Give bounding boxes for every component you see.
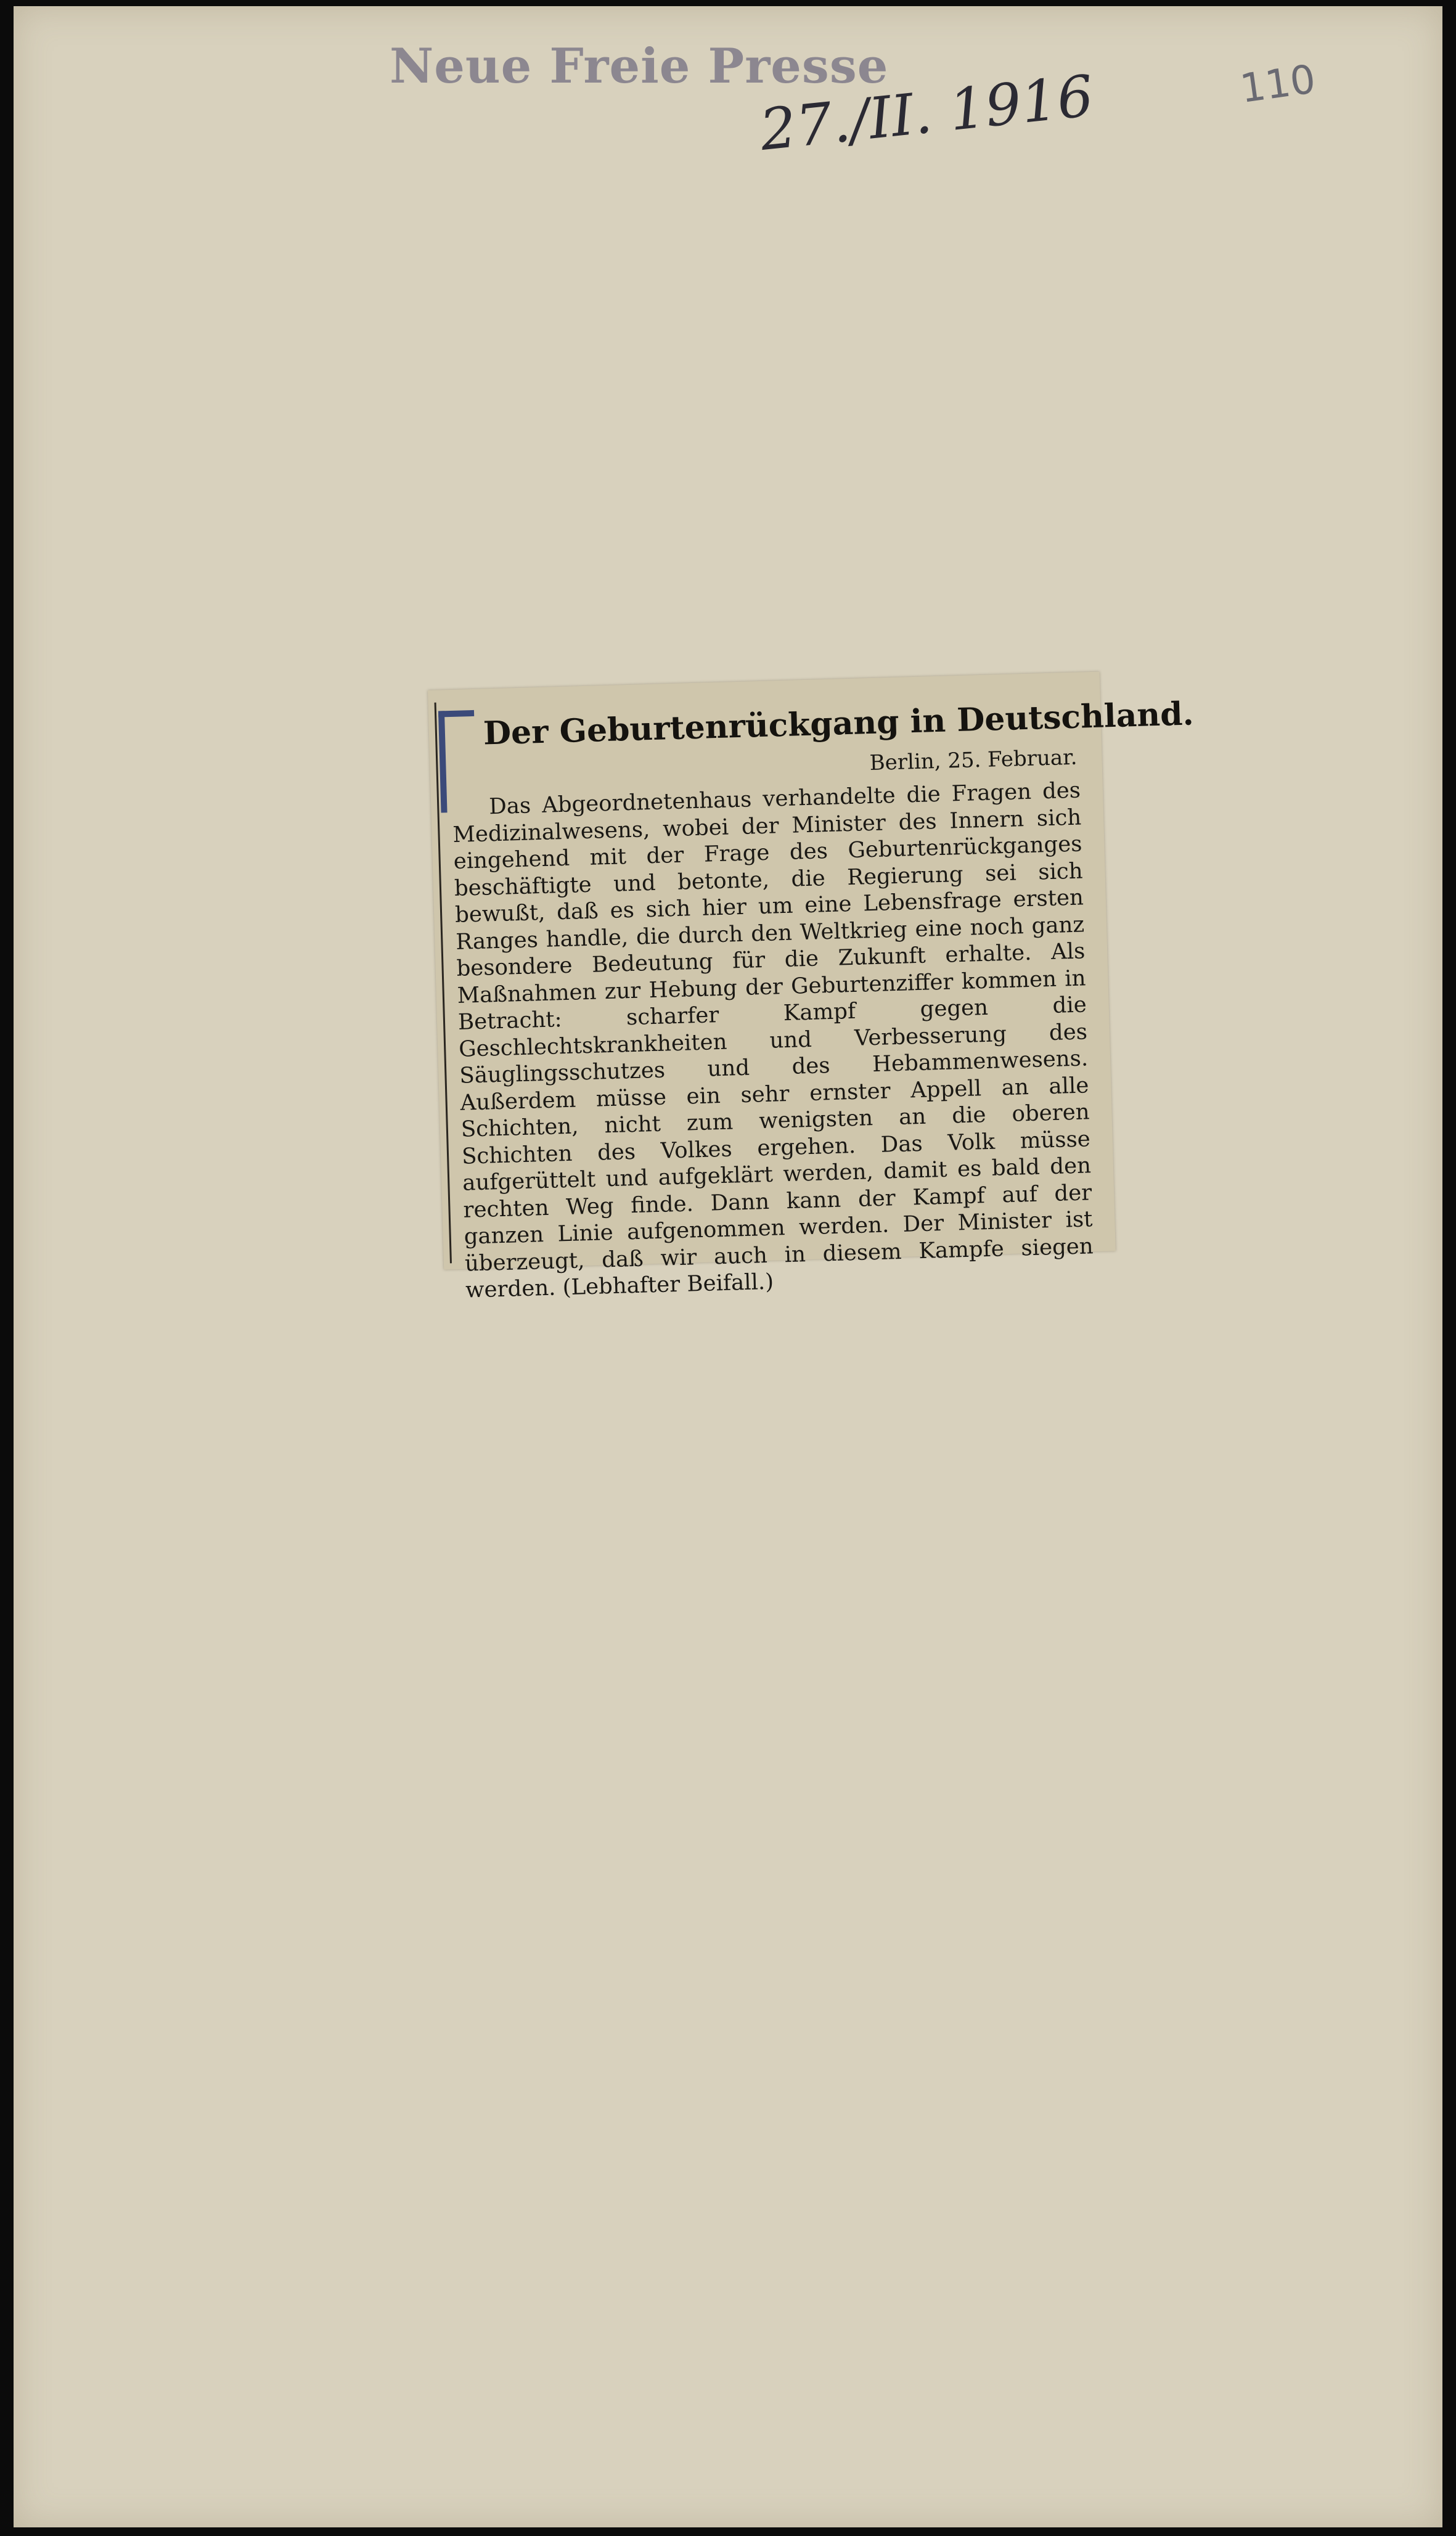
clipping-headline: Der Geburtenrückgang in Deutschland.	[483, 695, 1195, 753]
clipping-body-text: Das Abgeordnetenhaus verhandelte die Fragen des Medizinalwesens, wobei der Minister des Innern sich eingehend mit der Frage des Geburtenrückganges beschäftigte und betonte, die Regierung sei sich bewußt, daß es sich hier um eine Lebensfrage ersten Ranges handle, die durch den Weltkrieg eine noch ganz besondere Bedeutung für die Zukunft erhalte. Als Maßnahmen zur Hebung der Geburtenziffer kommen in Betracht: scharfer Kampf gegen die Geschlechtskrankheiten und Verbesserung des Säuglingsschutzes und des Hebammenwesens. Außerdem müsse ein sehr ernster Appell an alle Schichten, nicht zum wenigsten an die oberen Schichten des Volkes ergehen. Das Volk müsse aufgerüttelt und aufgeklärt werden, damit es bald den rechten Weg finde. Dann kann der Kampf auf der ganzen Linie aufgenommen werden. Der Minister ist überzeugt, daß wir auch in diesem Kampfe siegen werden. (Lebhafter Beifall.)	[452, 777, 1094, 1303]
blue-pencil-mark-top	[438, 710, 474, 718]
newspaper-clipping	[428, 672, 1195, 1303]
archive-sheet	[14, 6, 1442, 2527]
folio-number: 110	[1237, 56, 1319, 113]
handwritten-date: 27./II. 1916	[756, 62, 1097, 164]
blue-pencil-mark	[438, 711, 448, 812]
clipping-dateline: Berlin, 25. Februar.	[869, 745, 1078, 776]
newspaper-stamp: Neue Freie Presse	[390, 38, 889, 94]
